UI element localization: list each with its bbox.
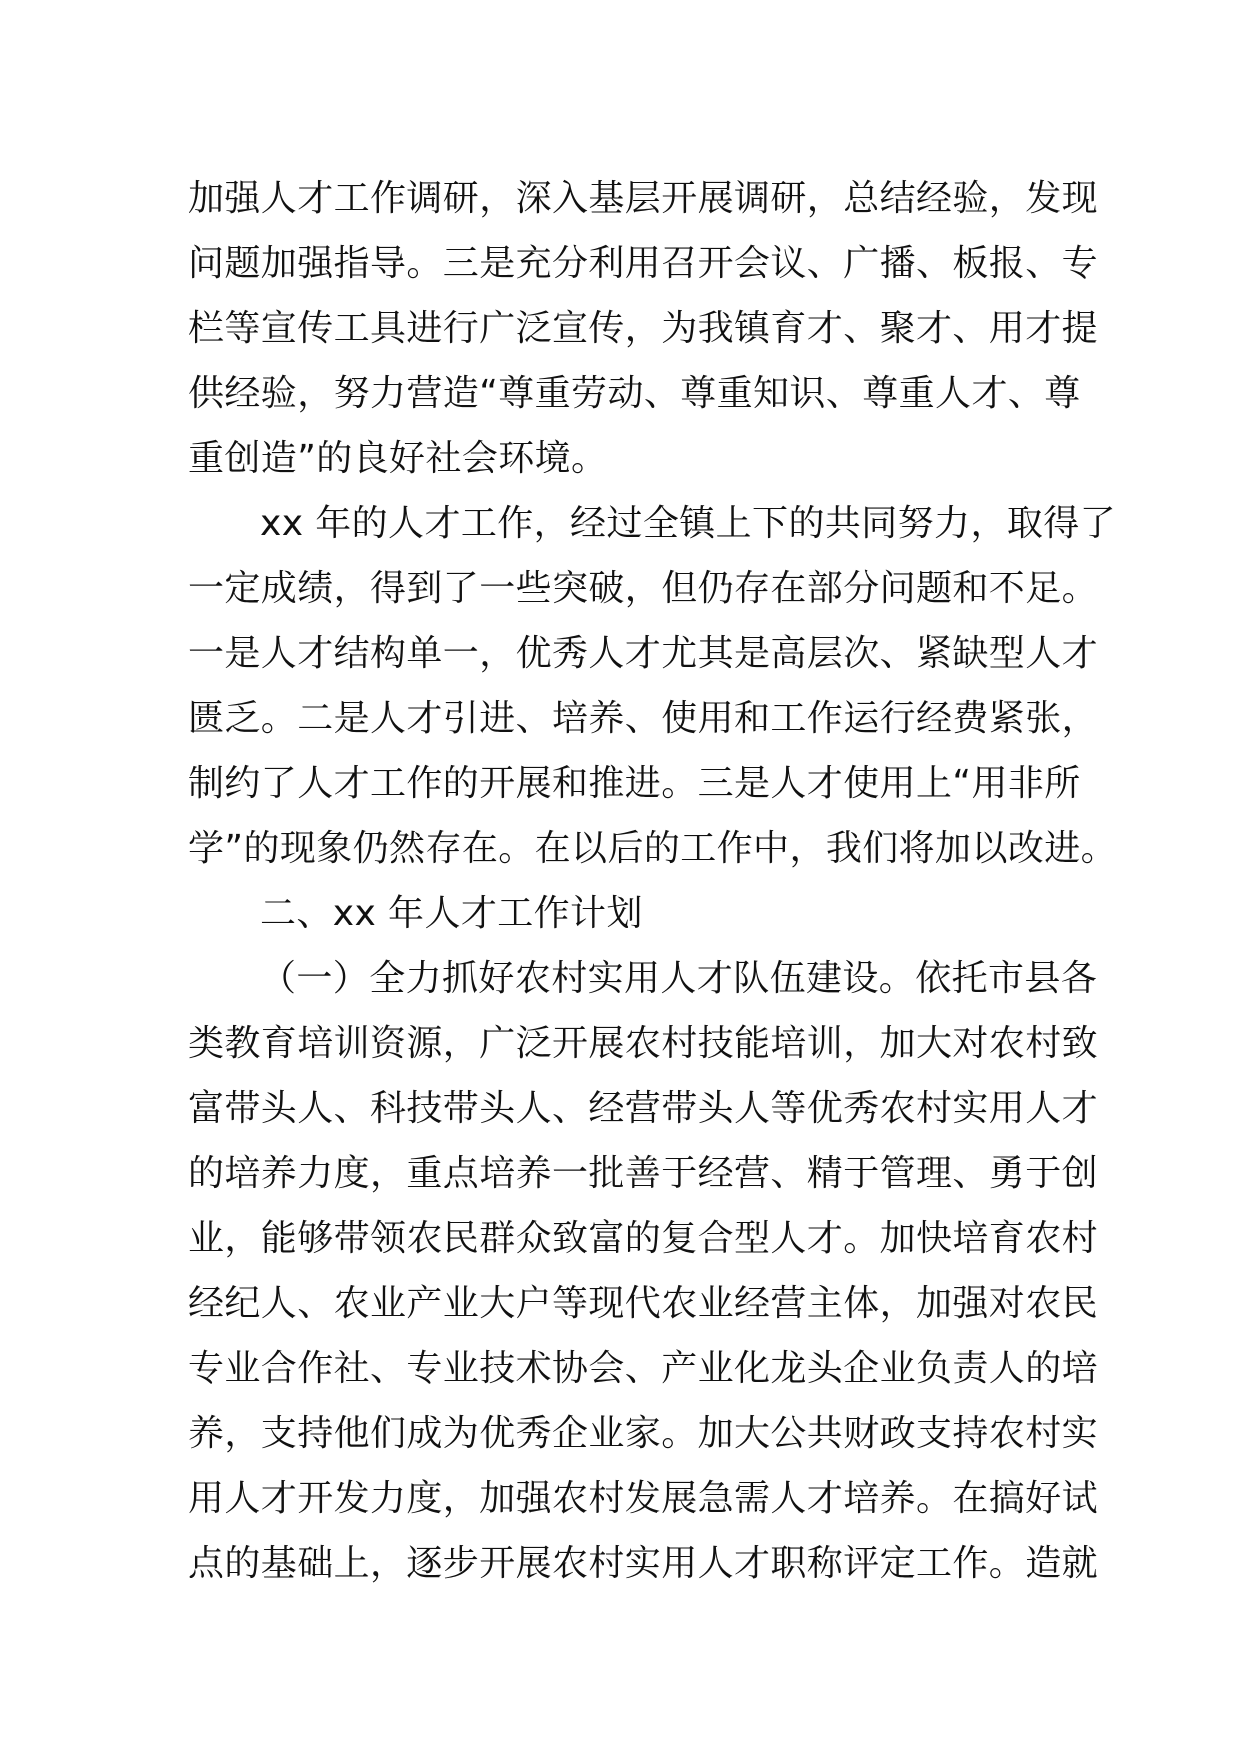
paragraph-publicity — [188, 166, 1099, 491]
text-line: 匮乏。二是人才引进、培养、使用和工作运行经费紧张， — [188, 698, 1099, 739]
text-line: 供经验，努力营造“尊重劳动、尊重知识、尊重人才、尊 — [188, 373, 1081, 414]
text-line: 业，能够带领农民群众致富的复合型人才。加快培育农村 — [188, 1218, 1099, 1259]
text-line: 一是人才结构单一，优秀人才尤其是高层次、紧缺型人才 — [188, 633, 1099, 674]
text-line: 问题加强指导。三是充分利用召开会议、广播、板报、专 — [188, 243, 1099, 284]
text-line: 重创造”的良好社会环境。 — [188, 438, 608, 479]
text-line: 的培养力度，重点培养一批善于经营、精于管理、勇于创 — [188, 1153, 1099, 1194]
paragraph-rural-talent — [188, 946, 1099, 1596]
text-line: （一）全力抓好农村实用人才队伍建设。依托市县各 — [260, 958, 1098, 999]
text-line: 类教育培训资源，广泛开展农村技能培训，加大对农村致 — [188, 1023, 1099, 1064]
section-heading — [188, 881, 1058, 946]
text-line: 经纪人、农业产业大户等现代农业经营主体，加强对农民 — [188, 1283, 1099, 1324]
text-line: 加强人才工作调研，深入基层开展调研，总结经验，发现 — [188, 178, 1099, 219]
text-line: 栏等宣传工具进行广泛宣传，为我镇育才、聚才、用才提 — [188, 308, 1099, 349]
text-line: 用人才开发力度，加强农村发展急需人才培养。在搞好试 — [188, 1478, 1099, 1519]
text-line: 一定成绩，得到了一些突破，但仍存在部分问题和不足。 — [188, 568, 1099, 609]
document-body — [188, 166, 1118, 1596]
text-line: xx 年的人才工作，经过全镇上下的共同努力，取得了 — [260, 503, 1117, 544]
heading-line: 二、xx 年人才工作计划 — [260, 893, 643, 934]
text-line: 富带头人、科技带头人、经营带头人等优秀农村实用人才 — [188, 1088, 1099, 1129]
text-line: 养，支持他们成为优秀企业家。加大公共财政支持农村实 — [188, 1413, 1099, 1454]
text-line: 学”的现象仍然存在。在以后的工作中，我们将加以改进。 — [188, 828, 1118, 869]
paragraph-problems — [188, 491, 1118, 881]
text-line: 点的基础上，逐步开展农村实用人才职称评定工作。造就 — [188, 1543, 1099, 1584]
text-line: 专业合作社、专业技术协会、产业化龙头企业负责人的培 — [188, 1348, 1099, 1389]
text-line: 制约了人才工作的开展和推进。三是人才使用上“用非所 — [188, 763, 1081, 804]
